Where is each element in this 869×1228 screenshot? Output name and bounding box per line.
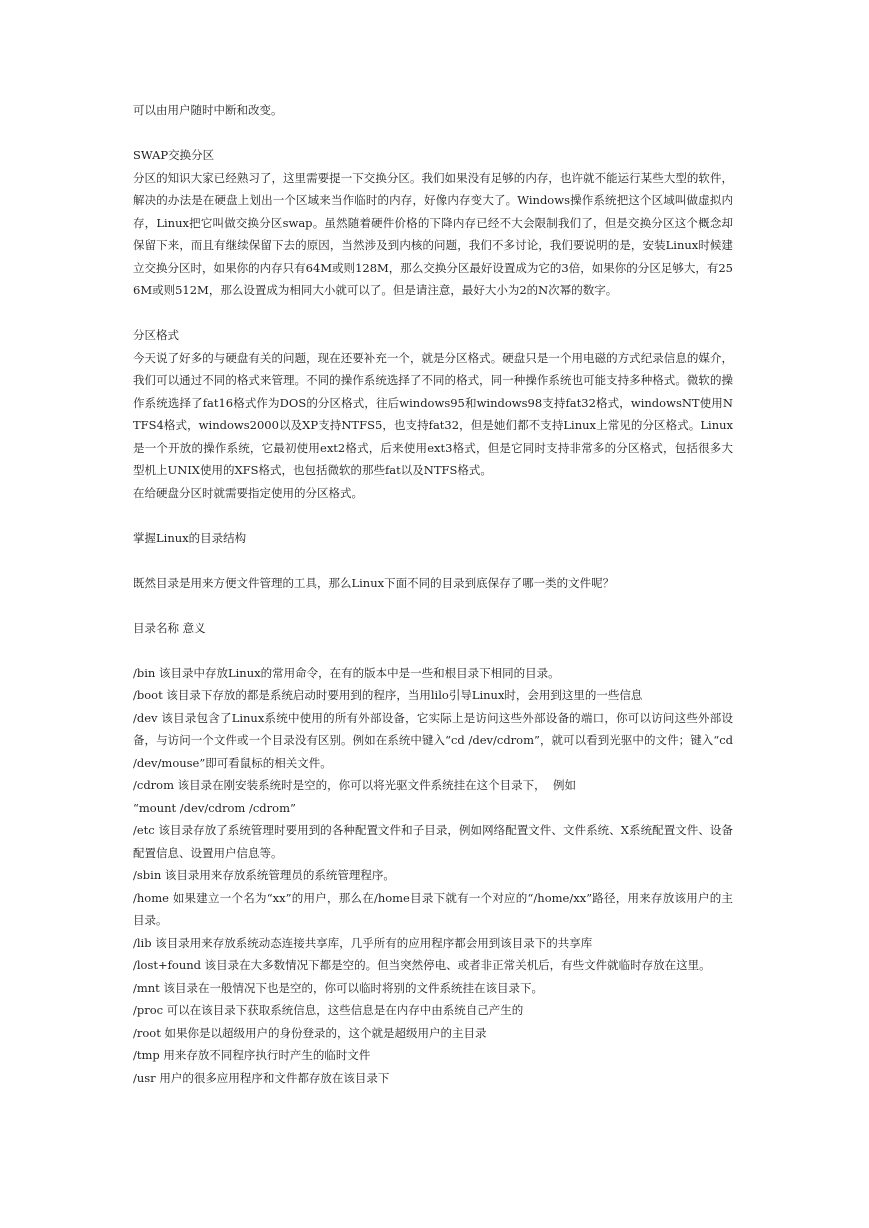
format-paragraph: 今天说了好多的与硬盘有关的问题，现在还要补充一个，就是分区格式。硬盘只是一个用电磁的方式纪录信息的媒介，我们可以通过不同的格式来管理。不同的操作系统选择了不同的格式，同一种操作系统也可能支持多种格式。微软的操作系统选择了fat16格式作为DOS的分区格式，往后windows95和windows98支持fat32格式，windowsNT使用NTFS4格式，windows2000以及XP支持NTFS5，也支持fat32，但是她们都不支持Linux上常见的分区格式。Linux是一个开放的操作系统，它最初使用ext2格式，后来使用ext3格式，但是它同时支持非常多的分区格式，包括很多大型机上UNIX使用的XFS格式，也包括微软的那些fat以及NTFS格式。 xyxy=(133,350,733,477)
directory-entry: /lost+found 该目录在大多数情况下都是空的。但当突然停电、或者非正常关机后，有些文件就临时存放在这里。 xyxy=(133,958,711,972)
spacer xyxy=(133,639,733,662)
intro-paragraph: 可以由用户随时中断和改变。 xyxy=(133,103,283,117)
spacer xyxy=(133,122,733,145)
format-heading: 分区格式 xyxy=(133,328,179,342)
document-page xyxy=(133,99,737,1089)
directory-entry: /etc 该目录存放了系统管理时要用到的各种配置文件和子目录，例如网络配置文件、文件系统、X系统配置文件、设备配置信息、设置用户信息等。 xyxy=(133,823,733,860)
directory-entry: /tmp 用来存放不同程序执行时产生的临时文件 xyxy=(133,1048,371,1062)
directory-entry: /dev 该目录包含了Linux系统中使用的所有外部设备，它实际上是访问这些外部设备的端口，你可以访问这些外部设备，与访问一个文件或一个目录没有区别。例如在系统中键入“cd /dev/cdrom”，就可以看到光驱中的文件；键入“cd /dev/mouse”即可看鼠标的相关文件。 xyxy=(133,710,737,770)
directory-entry: /cdrom 该目录在刚安装系统时是空的，你可以将光驱文件系统挂在这个目录下， 例如 xyxy=(133,778,576,792)
directory-entry: /root 如果你是以超级用户的身份登录的，这个就是超级用户的主目录 xyxy=(133,1025,487,1040)
spacer xyxy=(133,504,733,527)
spacer xyxy=(133,594,733,617)
directory-list xyxy=(133,662,737,1090)
swap-paragraph: 分区的知识大家已经熟习了，这里需要提一下交换分区。我们如果没有足够的内存，也许就不能运行某些大型的软件，解决的办法是在硬盘上划出一个区域来当作临时的内存，好像内存变大了。Windows操作系统把这个区域叫做虚拟内存，Linux把它叫做交换分区swap。虽然随着硬件价格的下降内存已经不大会限制我们了，但是交换分区这个概念却保留下来，而且有继续保留下去的原因，当然涉及到内核的问题，我们不多讨论，我们要说明的是，安装Linux时候建立交换分区时，如果你的内存只有64M或则128M，那么交换分区最好设置成为它的3倍，如果你的分区足够大，有256M或则512M，那么设置成为相同大小就可以了。但是请注意，最好大小为2的N次幂的数字。 xyxy=(133,170,733,297)
spacer xyxy=(133,549,733,572)
dirs-heading: 掌握Linux的目录结构 xyxy=(133,530,247,545)
directory-entry: /home 如果建立一个名为“xx”的用户，那么在/home目录下就有一个对应的“/home/xx”路径，用来存放该用户的主目录。 xyxy=(133,890,733,927)
directory-entry: /proc 可以在该目录下获取系统信息，这些信息是在内存中由系统自己产生的 xyxy=(133,1003,524,1017)
directory-entry: /bin 该目录中存放Linux的常用命令，在有的版本中是一些和根目录下相同的目录。 xyxy=(133,665,560,680)
directory-entry: /lib 该目录用来存放系统动态连接共享库，几乎所有的应用程序都会用到该目录下的共享库 xyxy=(133,935,593,950)
directory-entry: /sbin 该目录用来存放系统管理员的系统管理程序。 xyxy=(133,868,395,882)
directory-entry: /boot 该目录下存放的都是系统启动时要用到的程序，当用lilo引导Linux时，会用到这里的一些信息 xyxy=(133,688,643,702)
directory-entry: /mnt 该目录在一般情况下也是空的，你可以临时将别的文件系统挂在该目录下。 xyxy=(133,980,543,995)
directory-entry: /usr 用户的很多应用程序和文件都存放在该目录下 xyxy=(133,1070,390,1085)
dirs-question: 既然目录是用来方便文件管理的工具，那么Linux下面不同的目录到底保存了哪一类的文件呢？ xyxy=(133,575,615,590)
format-note: 在给硬盘分区时就需要指定使用的分区格式。 xyxy=(133,485,363,500)
dirs-table-header: 目录名称 意义 xyxy=(133,620,206,635)
spacer xyxy=(133,302,733,325)
directory-entry: “mount /dev/cdrom /cdrom” xyxy=(133,800,296,815)
swap-heading: SWAP交换分区 xyxy=(133,148,215,162)
